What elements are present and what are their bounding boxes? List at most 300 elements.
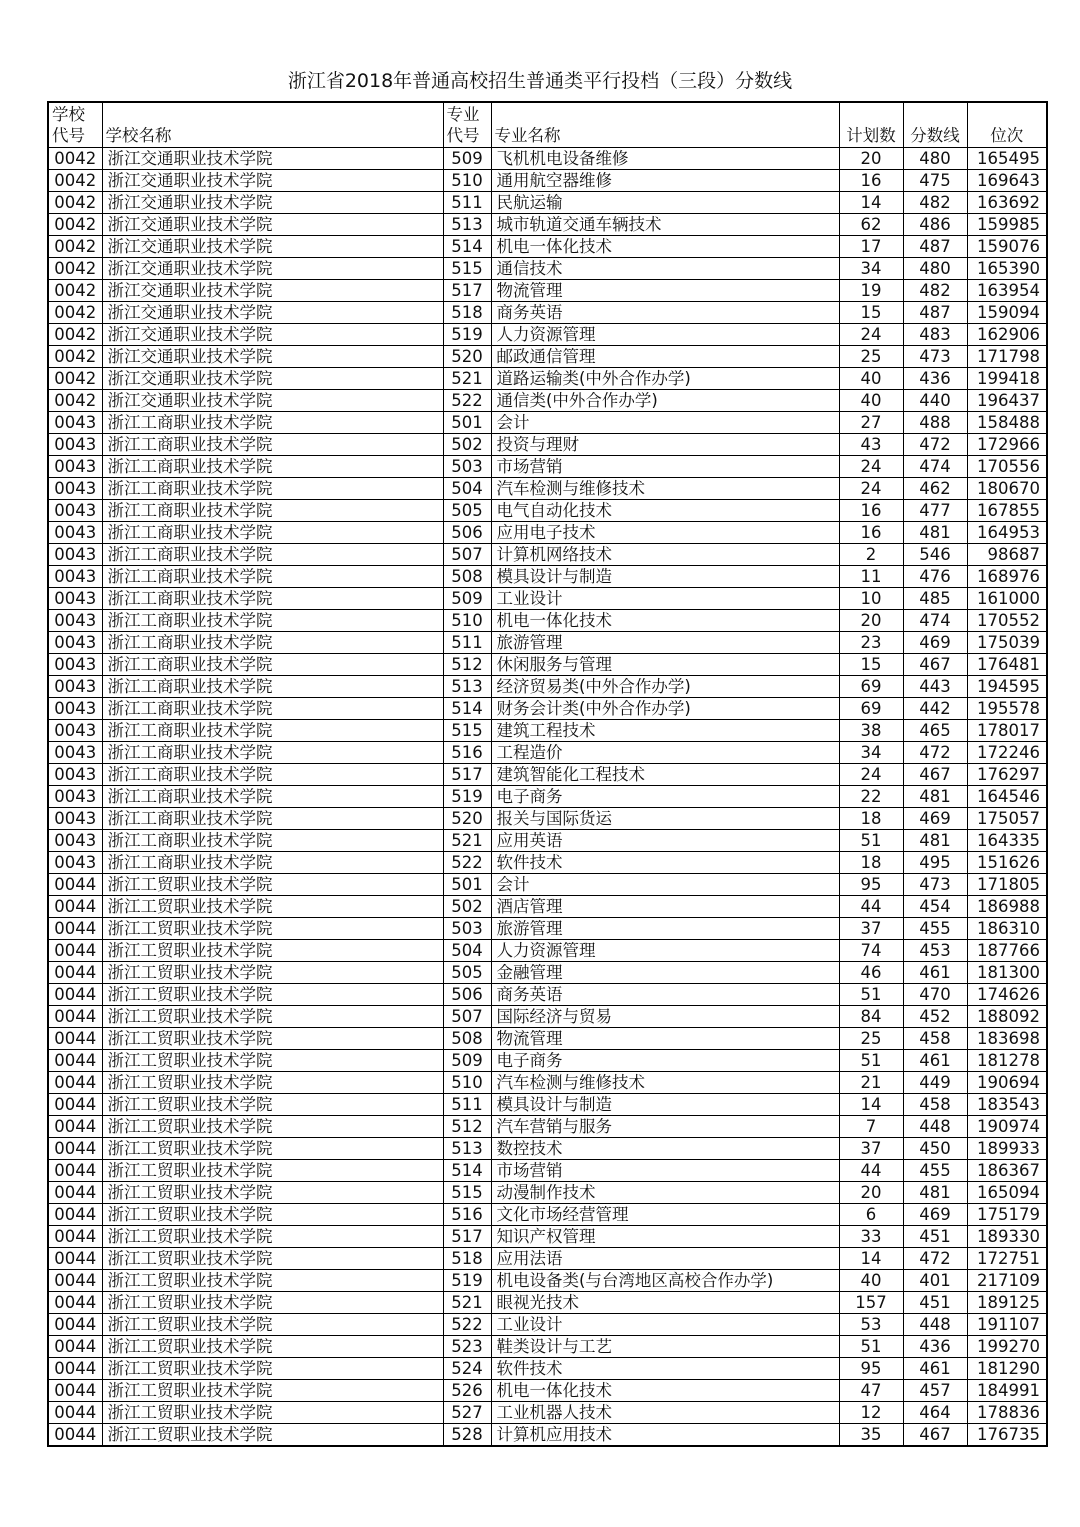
cell-plan-count: 24 [839,763,903,785]
cell-major-name: 汽车检测与维修技术 [491,1071,839,1093]
cell-major-name: 汽车检测与维修技术 [491,477,839,499]
cell-school-name: 浙江工商职业技术学院 [102,653,443,675]
cell-score-line: 488 [903,411,967,433]
cell-school-name: 浙江交通职业技术学院 [102,323,443,345]
cell-score-line: 461 [903,1049,967,1071]
cell-major-code: 511 [443,191,491,213]
cell-major-name: 人力资源管理 [491,323,839,345]
cell-major-code: 501 [443,411,491,433]
table-row [48,917,1047,939]
cell-school-name: 浙江工商职业技术学院 [102,675,443,697]
cell-school-code: 0044 [48,1247,102,1269]
cell-major-name: 机电一体化技术 [491,1379,839,1401]
cell-score-line: 401 [903,1269,967,1291]
cell-score-line: 472 [903,741,967,763]
cell-plan-count: 18 [839,851,903,873]
cell-plan-count: 18 [839,807,903,829]
cell-score-line: 440 [903,389,967,411]
cell-major-name: 模具设计与制造 [491,565,839,587]
cell-major-name: 软件技术 [491,851,839,873]
table-row [48,1291,1047,1313]
cell-major-code: 509 [443,587,491,609]
table-row [48,675,1047,697]
cell-school-code: 0044 [48,939,102,961]
cell-rank: 189330 [967,1225,1047,1247]
table-row [48,279,1047,301]
cell-plan-count: 51 [839,1049,903,1071]
cell-school-code: 0044 [48,873,102,895]
cell-school-name: 浙江工贸职业技术学院 [102,1203,443,1225]
cell-school-name: 浙江工贸职业技术学院 [102,1159,443,1181]
cell-rank: 161000 [967,587,1047,609]
cell-major-name: 电子商务 [491,1049,839,1071]
cell-rank: 180670 [967,477,1047,499]
cell-plan-count: 34 [839,257,903,279]
cell-score-line: 476 [903,565,967,587]
cell-plan-count: 23 [839,631,903,653]
table-row [48,345,1047,367]
cell-plan-count: 27 [839,411,903,433]
cell-school-name: 浙江工商职业技术学院 [102,763,443,785]
cell-school-name: 浙江工贸职业技术学院 [102,1269,443,1291]
cell-major-code: 517 [443,279,491,301]
cell-rank: 165495 [967,147,1047,169]
cell-major-code: 510 [443,169,491,191]
cell-major-code: 519 [443,785,491,807]
cell-score-line: 455 [903,1159,967,1181]
cell-major-code: 503 [443,917,491,939]
cell-score-line: 461 [903,1357,967,1379]
cell-major-code: 514 [443,1159,491,1181]
cell-major-code: 520 [443,807,491,829]
cell-school-name: 浙江工贸职业技术学院 [102,983,443,1005]
cell-rank: 196437 [967,389,1047,411]
cell-major-code: 519 [443,1269,491,1291]
cell-major-code: 514 [443,235,491,257]
cell-major-code: 524 [443,1357,491,1379]
cell-plan-count: 16 [839,521,903,543]
cell-plan-count: 24 [839,455,903,477]
cell-school-code: 0043 [48,631,102,653]
cell-major-name: 休闲服务与管理 [491,653,839,675]
cell-school-code: 0043 [48,807,102,829]
cell-rank: 217109 [967,1269,1047,1291]
cell-score-line: 473 [903,345,967,367]
cell-rank: 188092 [967,1005,1047,1027]
cell-rank: 178836 [967,1401,1047,1423]
cell-rank: 171798 [967,345,1047,367]
table-row [48,323,1047,345]
table-row [48,631,1047,653]
cell-score-line: 481 [903,1181,967,1203]
cell-major-name: 物流管理 [491,1027,839,1049]
cell-score-line: 487 [903,301,967,323]
cell-score-line: 473 [903,873,967,895]
cell-school-code: 0042 [48,213,102,235]
cell-score-line: 452 [903,1005,967,1027]
cell-score-line: 482 [903,191,967,213]
cell-major-code: 512 [443,653,491,675]
table-row [48,235,1047,257]
cell-rank: 175057 [967,807,1047,829]
table-row [48,257,1047,279]
cell-plan-count: 84 [839,1005,903,1027]
table-row [48,1005,1047,1027]
cell-major-code: 501 [443,873,491,895]
cell-major-name: 报关与国际货运 [491,807,839,829]
cell-score-line: 448 [903,1313,967,1335]
cell-major-name: 市场营销 [491,455,839,477]
cell-plan-count: 14 [839,1247,903,1269]
header-school-code [48,102,102,147]
cell-school-code: 0043 [48,411,102,433]
cell-school-name: 浙江工贸职业技术学院 [102,873,443,895]
cell-school-code: 0042 [48,279,102,301]
cell-major-code: 513 [443,213,491,235]
table-row [48,169,1047,191]
cell-school-name: 浙江交通职业技术学院 [102,213,443,235]
table-body [48,147,1047,1446]
cell-rank: 98687 [967,543,1047,565]
cell-school-code: 0042 [48,389,102,411]
table-row [48,873,1047,895]
cell-score-line: 482 [903,279,967,301]
cell-school-name: 浙江工商职业技术学院 [102,587,443,609]
table-row [48,389,1047,411]
cell-major-name: 数控技术 [491,1137,839,1159]
cell-school-name: 浙江工贸职业技术学院 [102,917,443,939]
cell-major-name: 道路运输类(中外合作办学) [491,367,839,389]
cell-major-name: 汽车营销与服务 [491,1115,839,1137]
cell-major-name: 机电一体化技术 [491,609,839,631]
cell-major-code: 509 [443,1049,491,1071]
cell-school-code: 0044 [48,1423,102,1446]
cell-score-line: 442 [903,697,967,719]
cell-major-name: 电子商务 [491,785,839,807]
table-row [48,565,1047,587]
cell-plan-count: 95 [839,873,903,895]
cell-rank: 195578 [967,697,1047,719]
cell-school-code: 0042 [48,345,102,367]
table-row [48,829,1047,851]
cell-school-name: 浙江工商职业技术学院 [102,411,443,433]
cell-major-code: 523 [443,1335,491,1357]
cell-plan-count: 19 [839,279,903,301]
cell-major-name: 鞋类设计与工艺 [491,1335,839,1357]
cell-major-name: 通信技术 [491,257,839,279]
cell-major-name: 金融管理 [491,961,839,983]
cell-school-code: 0044 [48,1049,102,1071]
cell-plan-count: 74 [839,939,903,961]
cell-score-line: 485 [903,587,967,609]
table-row [48,1115,1047,1137]
cell-school-name: 浙江工贸职业技术学院 [102,1225,443,1247]
cell-major-name: 动漫制作技术 [491,1181,839,1203]
cell-major-code: 506 [443,521,491,543]
header-major-code [443,102,491,147]
cell-school-name: 浙江工贸职业技术学院 [102,1049,443,1071]
cell-major-name: 应用英语 [491,829,839,851]
cell-school-name: 浙江工贸职业技术学院 [102,1181,443,1203]
cell-school-name: 浙江工贸职业技术学院 [102,1291,443,1313]
cell-major-code: 521 [443,1291,491,1313]
cell-major-code: 503 [443,455,491,477]
cell-major-name: 商务英语 [491,301,839,323]
header-major-code-line2: 代号 [446,125,480,145]
cell-school-code: 0044 [48,1005,102,1027]
header-plan: 计划数 [839,102,903,147]
cell-rank: 189125 [967,1291,1047,1313]
cell-major-name: 物流管理 [491,279,839,301]
cell-major-name: 工业设计 [491,587,839,609]
cell-rank: 186367 [967,1159,1047,1181]
cell-plan-count: 44 [839,1159,903,1181]
cell-rank: 151626 [967,851,1047,873]
cell-rank: 187766 [967,939,1047,961]
cell-rank: 169643 [967,169,1047,191]
cell-rank: 184991 [967,1379,1047,1401]
cell-major-name: 人力资源管理 [491,939,839,961]
cell-plan-count: 35 [839,1423,903,1446]
cell-score-line: 480 [903,147,967,169]
table-row [48,1313,1047,1335]
cell-score-line: 469 [903,1203,967,1225]
cell-major-code: 507 [443,543,491,565]
cell-school-name: 浙江交通职业技术学院 [102,257,443,279]
table-row [48,411,1047,433]
cell-school-code: 0042 [48,301,102,323]
table-row [48,807,1047,829]
cell-plan-count: 37 [839,1137,903,1159]
cell-rank: 172966 [967,433,1047,455]
cell-school-code: 0044 [48,1115,102,1137]
cell-school-name: 浙江工商职业技术学院 [102,543,443,565]
table-row [48,1225,1047,1247]
cell-school-name: 浙江工贸职业技术学院 [102,939,443,961]
cell-rank: 194595 [967,675,1047,697]
cell-rank: 165094 [967,1181,1047,1203]
cell-school-code: 0043 [48,719,102,741]
cell-school-name: 浙江工贸职业技术学院 [102,961,443,983]
table-row [48,653,1047,675]
cell-plan-count: 24 [839,477,903,499]
cell-major-code: 502 [443,433,491,455]
cell-plan-count: 16 [839,169,903,191]
cell-school-code: 0043 [48,763,102,785]
cell-major-name: 建筑智能化工程技术 [491,763,839,785]
header-score: 分数线 [903,102,967,147]
cell-major-name: 通用航空器维修 [491,169,839,191]
cell-rank: 181290 [967,1357,1047,1379]
cell-rank: 178017 [967,719,1047,741]
cell-rank: 183698 [967,1027,1047,1049]
cell-major-code: 502 [443,895,491,917]
cell-plan-count: 25 [839,1027,903,1049]
cell-score-line: 477 [903,499,967,521]
cell-score-line: 481 [903,829,967,851]
cell-score-line: 472 [903,1247,967,1269]
cell-major-name: 旅游管理 [491,631,839,653]
cell-major-code: 515 [443,257,491,279]
cell-major-code: 511 [443,1093,491,1115]
cell-school-code: 0043 [48,741,102,763]
cell-major-code: 506 [443,983,491,1005]
cell-school-name: 浙江交通职业技术学院 [102,191,443,213]
cell-score-line: 454 [903,895,967,917]
cell-school-name: 浙江交通职业技术学院 [102,279,443,301]
table-row [48,521,1047,543]
cell-plan-count: 25 [839,345,903,367]
cell-school-name: 浙江工贸职业技术学院 [102,1423,443,1446]
cell-major-code: 509 [443,147,491,169]
cell-school-code: 0042 [48,323,102,345]
table-row [48,785,1047,807]
table-row [48,1093,1047,1115]
cell-school-name: 浙江工商职业技术学院 [102,851,443,873]
header-rank: 位次 [967,102,1047,147]
cell-rank: 163692 [967,191,1047,213]
cell-score-line: 470 [903,983,967,1005]
cell-score-line: 469 [903,807,967,829]
cell-plan-count: 21 [839,1071,903,1093]
cell-major-code: 507 [443,1005,491,1027]
cell-score-line: 475 [903,169,967,191]
cell-plan-count: 24 [839,323,903,345]
cell-major-code: 526 [443,1379,491,1401]
cell-major-code: 504 [443,939,491,961]
cell-school-name: 浙江交通职业技术学院 [102,147,443,169]
cell-plan-count: 17 [839,235,903,257]
cell-score-line: 546 [903,543,967,565]
cell-school-name: 浙江工贸职业技术学院 [102,1335,443,1357]
cell-school-name: 浙江工贸职业技术学院 [102,1027,443,1049]
cell-major-code: 517 [443,763,491,785]
cell-major-name: 模具设计与制造 [491,1093,839,1115]
cell-major-code: 512 [443,1115,491,1137]
cell-school-code: 0044 [48,917,102,939]
cell-school-code: 0044 [48,1313,102,1335]
table-row [48,477,1047,499]
header-major-code-line1: 专业 [446,104,480,124]
cell-major-code: 505 [443,961,491,983]
cell-major-name: 旅游管理 [491,917,839,939]
cell-rank: 176297 [967,763,1047,785]
cell-score-line: 469 [903,631,967,653]
cell-score-line: 467 [903,763,967,785]
cell-major-name: 计算机网络技术 [491,543,839,565]
cell-school-name: 浙江工贸职业技术学院 [102,1313,443,1335]
cell-score-line: 483 [903,323,967,345]
cell-school-name: 浙江工商职业技术学院 [102,433,443,455]
cell-rank: 199418 [967,367,1047,389]
cell-major-code: 528 [443,1423,491,1446]
cell-rank: 174626 [967,983,1047,1005]
table-row [48,1049,1047,1071]
cell-school-name: 浙江工商职业技术学院 [102,455,443,477]
score-table [47,101,1048,1447]
cell-major-name: 应用法语 [491,1247,839,1269]
cell-school-code: 0042 [48,235,102,257]
cell-score-line: 448 [903,1115,967,1137]
cell-school-name: 浙江工商职业技术学院 [102,521,443,543]
cell-school-code: 0043 [48,609,102,631]
cell-school-name: 浙江工贸职业技术学院 [102,1005,443,1027]
table-row [48,1071,1047,1093]
header-school-code-line1: 学校 [52,104,85,124]
cell-score-line: 451 [903,1225,967,1247]
cell-plan-count: 20 [839,609,903,631]
cell-school-code: 0042 [48,191,102,213]
cell-major-code: 510 [443,609,491,631]
cell-rank: 170556 [967,455,1047,477]
cell-plan-count: 46 [839,961,903,983]
cell-rank: 165390 [967,257,1047,279]
cell-score-line: 458 [903,1093,967,1115]
table-row [48,543,1047,565]
cell-plan-count: 51 [839,983,903,1005]
cell-score-line: 436 [903,1335,967,1357]
cell-major-name: 经济贸易类(中外合作办学) [491,675,839,697]
cell-school-code: 0043 [48,785,102,807]
table-row [48,1401,1047,1423]
cell-school-name: 浙江交通职业技术学院 [102,301,443,323]
cell-school-code: 0043 [48,521,102,543]
cell-rank: 175039 [967,631,1047,653]
table-row [48,301,1047,323]
cell-rank: 164953 [967,521,1047,543]
cell-rank: 172751 [967,1247,1047,1269]
cell-score-line: 481 [903,521,967,543]
cell-plan-count: 47 [839,1379,903,1401]
cell-major-name: 知识产权管理 [491,1225,839,1247]
table-row [48,1247,1047,1269]
cell-score-line: 450 [903,1137,967,1159]
cell-plan-count: 40 [839,367,903,389]
cell-school-code: 0043 [48,477,102,499]
cell-plan-count: 69 [839,675,903,697]
table-row [48,1379,1047,1401]
cell-major-name: 机电一体化技术 [491,235,839,257]
cell-school-name: 浙江工商职业技术学院 [102,499,443,521]
cell-rank: 159094 [967,301,1047,323]
cell-major-code: 516 [443,741,491,763]
cell-score-line: 495 [903,851,967,873]
cell-school-code: 0043 [48,433,102,455]
cell-school-name: 浙江工贸职业技术学院 [102,1093,443,1115]
cell-school-code: 0043 [48,851,102,873]
cell-rank: 175179 [967,1203,1047,1225]
cell-plan-count: 16 [839,499,903,521]
cell-school-name: 浙江工商职业技术学院 [102,719,443,741]
cell-school-code: 0043 [48,697,102,719]
header-school-code-line2: 代号 [52,125,85,145]
cell-plan-count: 51 [839,1335,903,1357]
cell-school-code: 0044 [48,1269,102,1291]
cell-school-name: 浙江工贸职业技术学院 [102,1247,443,1269]
cell-plan-count: 14 [839,191,903,213]
cell-rank: 186310 [967,917,1047,939]
cell-major-code: 515 [443,1181,491,1203]
cell-major-name: 会计 [491,873,839,895]
cell-major-code: 515 [443,719,491,741]
cell-major-code: 508 [443,565,491,587]
cell-score-line: 487 [903,235,967,257]
cell-school-name: 浙江工贸职业技术学院 [102,1357,443,1379]
cell-school-name: 浙江工商职业技术学院 [102,697,443,719]
cell-major-name: 应用电子技术 [491,521,839,543]
cell-score-line: 449 [903,1071,967,1093]
cell-plan-count: 6 [839,1203,903,1225]
